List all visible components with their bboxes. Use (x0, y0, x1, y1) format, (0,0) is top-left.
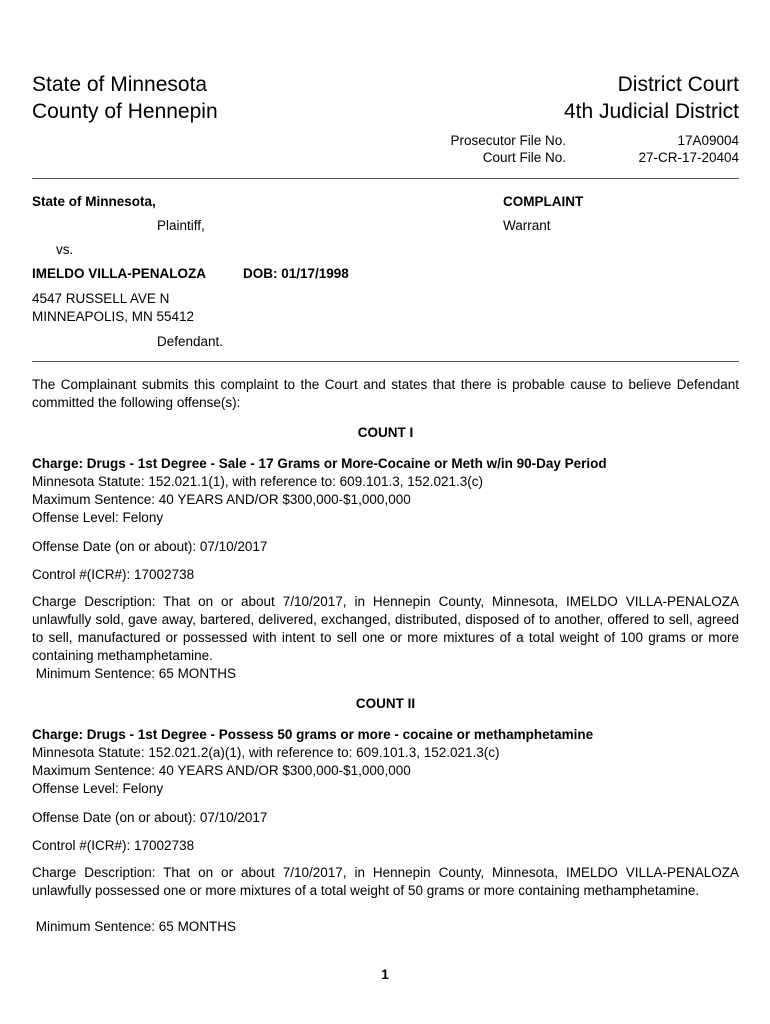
count-1-offense-level: Offense Level: Felony (32, 510, 164, 525)
count-1-statute: Minnesota Statute: 152.021.1(1), with reference to: 609.101.3, 152.021.3(c) (32, 474, 484, 489)
count-1-max-sentence: Maximum Sentence: 40 YEARS AND/OR $300,000-$1,000,000 (32, 492, 411, 507)
page-number: 1 (381, 967, 389, 982)
state-heading: State of Minnesota (32, 73, 208, 96)
count-1-description: Charge Description: That on or about 7/10/2017, in Hennepin County, Minnesota, IMELDO VILLA-PENALOZA unlawfully sold, gave away, bartered, delivered, exchanged, distributed, disposed of to another, offered to sell, agreed to sell, manufactured or possessed with intent to sell one or more mixtures of a total weight of 100 grams or more containing methamphetamine. (32, 594, 739, 663)
count-2-offense-level: Offense Level: Felony (32, 781, 164, 796)
court-file-label: Court File No. (482, 150, 566, 165)
defendant-name: IMELDO VILLA-PENALOZA (32, 266, 206, 281)
count-1-offense-date: Offense Date (on or about): 07/10/2017 (32, 539, 268, 554)
count-2-control-number: Control #(ICR#): 17002738 (32, 838, 195, 853)
count-1-charge: Charge: Drugs - 1st Degree - Sale - 17 Grams or More-Cocaine or Meth w/in 90-Day Period (32, 456, 607, 471)
versus-label: vs. (56, 242, 74, 257)
count-1-title: COUNT I (357, 425, 414, 440)
header-divider (32, 178, 739, 179)
court-heading: District Court (617, 73, 739, 96)
count-2-min-sentence: Minimum Sentence: 65 MONTHS (32, 919, 237, 934)
document-subtype: Warrant (503, 218, 551, 233)
defendant-dob: DOB: 01/17/1998 (243, 266, 349, 281)
address-line-2: MINNEAPOLIS, MN 55412 (32, 309, 195, 324)
prosecutor-file-label: Prosecutor File No. (450, 133, 566, 148)
plaintiff-role: Plaintiff, (157, 218, 205, 233)
court-file-value: 27-CR-17-20404 (638, 150, 739, 165)
plaintiff-name: State of Minnesota, (32, 194, 156, 209)
intro-paragraph: The Complainant submits this complaint to the Court and states that there is probable cause to believe Defendant committed the following offense(s): (32, 377, 739, 410)
count-2-statute: Minnesota Statute: 152.021.2(a)(1), with reference to: 609.101.3, 152.021.3(c) (32, 745, 500, 760)
count-1-min-sentence: Minimum Sentence: 65 MONTHS (32, 666, 237, 681)
count-2-description: Charge Description: That on or about 7/10/2017, in Hennepin County, Minnesota, IMELDO VILLA-PENALOZA unlawfully possessed one or more mixtures of a total weight of 50 grams or more containing methamphetamine. (32, 865, 739, 898)
count-1-control-number: Control #(ICR#): 17002738 (32, 567, 195, 582)
document-type: COMPLAINT (503, 194, 584, 209)
count-2-charge: Charge: Drugs - 1st Degree - Possess 50 grams or more - cocaine or methamphetamine (32, 727, 594, 742)
district-heading: 4th Judicial District (563, 100, 739, 123)
parties-divider (32, 361, 739, 362)
defendant-role: Defendant. (157, 334, 224, 349)
address-line-1: 4547 RUSSELL AVE N (32, 291, 170, 306)
prosecutor-file-value: 17A09004 (677, 133, 739, 148)
county-heading: County of Hennepin (32, 100, 218, 123)
count-2-title: COUNT II (355, 696, 416, 711)
count-2-offense-date: Offense Date (on or about): 07/10/2017 (32, 810, 268, 825)
count-2-max-sentence: Maximum Sentence: 40 YEARS AND/OR $300,000-$1,000,000 (32, 763, 411, 778)
